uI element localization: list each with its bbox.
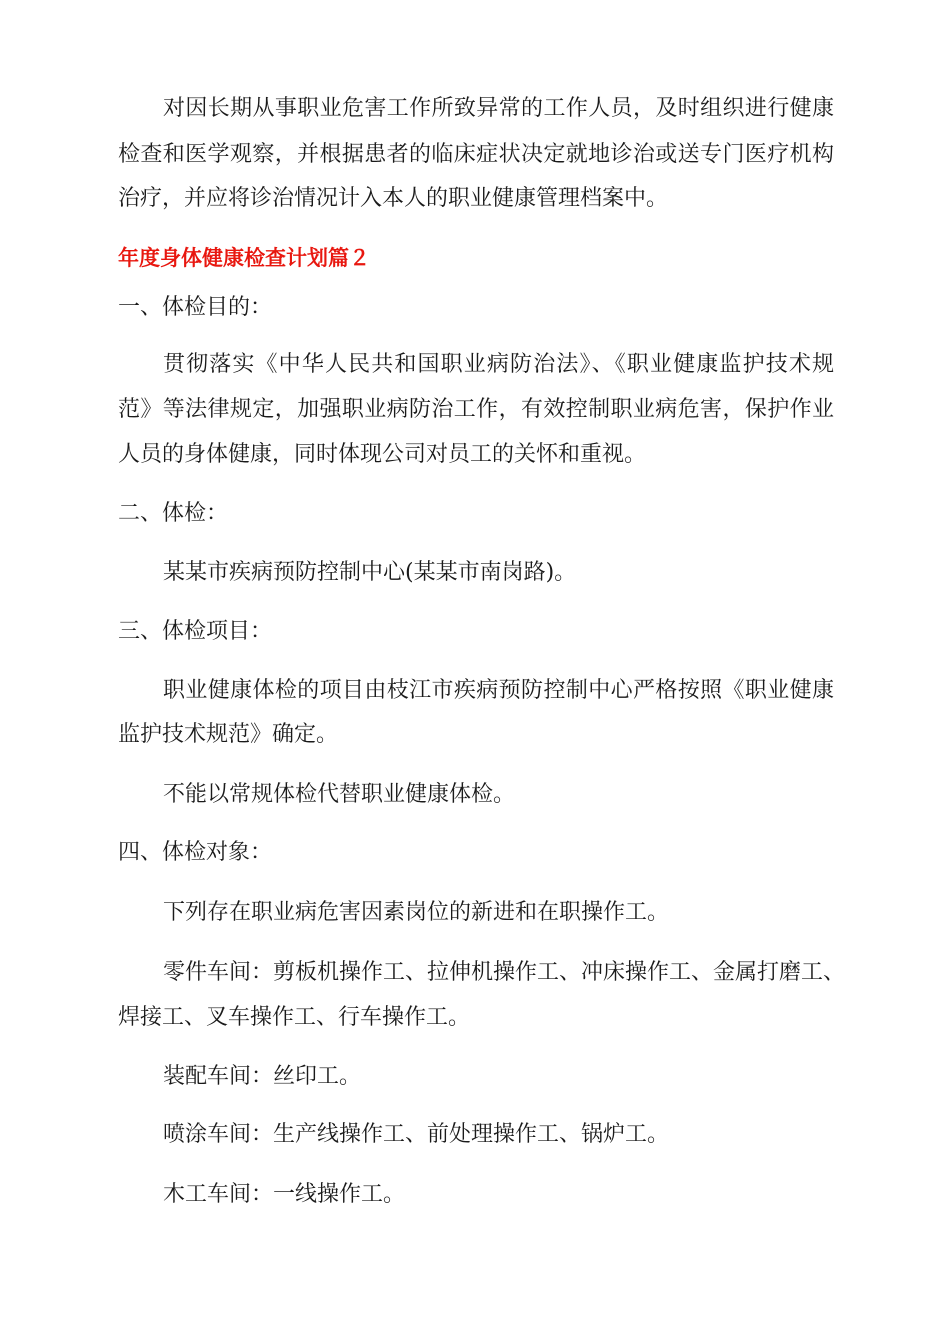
paragraph-4-line-1: 职业健康体检的项目由枝江市疾病预防控制中心严格按照《职业健康 [163,678,834,703]
paragraph-2-line-2: 范》等法律规定，加强职业病防治工作，有效控制职业病危害，保护作业 [118,397,834,422]
paragraph-8: 装配车间：丝印工。 [163,1064,362,1089]
section-1-title: 一、体检目的： [118,295,273,320]
section-4-title: 四、体检对象： [118,840,273,865]
paragraph-2-line-1: 贯彻落实《中华人民共和国职业病防治法》、《职业健康监护技术规 [163,352,834,377]
paragraph-6: 下列存在职业病危害因素岗位的新进和在职操作工。 [163,900,670,925]
paragraph-2-line-3: 人员的身体健康，同时体现公司对员工的关怀和重视。 [118,442,647,467]
paragraph-5: 不能以常规体检代替职业健康体检。 [163,782,516,807]
paragraph-1-line-1: 对因长期从事职业危害工作所致异常的工作人员，及时组织进行健康 [163,96,834,121]
section-3-title: 三、体检项目： [118,619,273,644]
paragraph-4-line-2: 监护技术规范》确定。 [118,722,339,747]
paragraph-9: 喷涂车间：生产线操作工、前处理操作工、锅炉工。 [163,1122,670,1147]
paragraph-3: 某某市疾病预防控制中心(某某市南岗路)。 [163,560,577,585]
section-2-title: 二、体检： [118,501,229,526]
paragraph-1-line-3: 治疗，并应将诊治情况计入本人的职业健康管理档案中。 [118,186,669,211]
section-heading: 年度身体健康检查计划篇２ [118,246,370,270]
paragraph-7-line-2: 焊接工、叉车操作工、行车操作工。 [118,1005,471,1030]
paragraph-7-line-1: 零件车间：剪板机操作工、拉伸机操作工、冲床操作工、金属打磨工、 [163,960,846,985]
paragraph-1-line-2: 检查和医学观察，并根据患者的临床症状决定就地诊治或送专门医疗机构 [118,142,834,167]
paragraph-10: 木工车间：一线操作工。 [163,1182,406,1207]
